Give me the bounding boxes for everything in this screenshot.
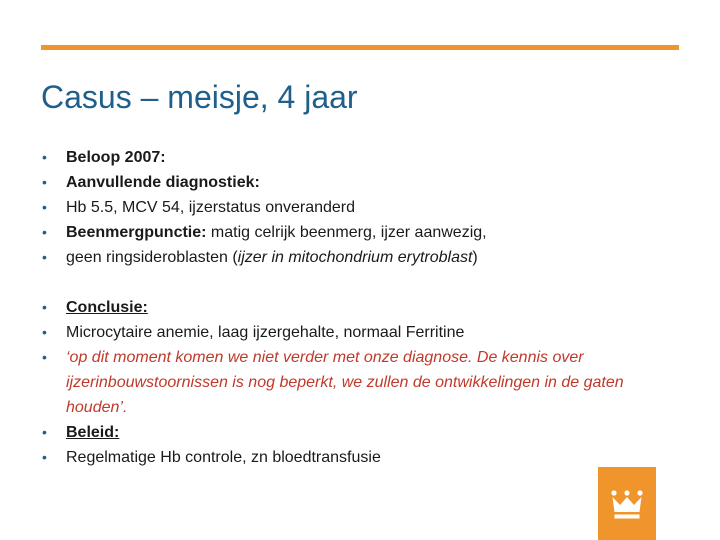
list-item	[42, 345, 682, 420]
item-label: Aanvullende diagnostiek:	[66, 174, 260, 191]
slide-title: Casus – meisje, 4 jaar	[41, 79, 358, 115]
item-label: Conclusie:	[66, 299, 148, 316]
item-text: )	[472, 249, 478, 266]
item-text: Regelmatige Hb controle, zn bloedtransfusie	[66, 449, 381, 466]
bullet-icon: •	[42, 174, 47, 190]
crown-icon	[611, 489, 643, 521]
bullet-icon: •	[42, 299, 47, 315]
list-item	[42, 320, 682, 345]
list-item	[42, 145, 682, 170]
bullet-icon: •	[42, 324, 47, 340]
item-italic-text: ijzer in mitochondrium erytroblast	[237, 249, 473, 266]
bullet-icon: •	[42, 199, 47, 215]
item-text: Microcytaire anemie, laag ijzergehalte, normaal Ferritine	[66, 324, 465, 341]
bullet-list-history	[42, 145, 682, 270]
logo-block	[598, 467, 656, 540]
item-text: geen ringsideroblasten (	[66, 249, 238, 266]
bullet-icon: •	[42, 149, 47, 165]
bullet-icon: •	[42, 224, 47, 240]
quote-text: ‘op dit moment komen we niet verder met onze diagnose. De kennis over ijzerinbouwstoornissen is nog beperkt, we zullen de ontwikkelingen in de gaten houden’.	[66, 349, 624, 416]
list-item	[42, 170, 682, 195]
list-item	[42, 445, 682, 470]
list-item	[42, 245, 682, 270]
item-label: Beloop 2007:	[66, 149, 166, 166]
bullet-list-conclusion	[42, 295, 682, 470]
top-accent-bar	[41, 45, 679, 50]
bullet-icon: •	[42, 349, 47, 365]
list-item	[42, 195, 682, 220]
list-item	[42, 295, 682, 320]
bullet-icon: •	[42, 424, 47, 440]
list-item	[42, 420, 682, 445]
bullet-icon: •	[42, 449, 47, 465]
list-item	[42, 220, 682, 245]
bullet-icon: •	[42, 249, 47, 265]
item-text: matig celrijk beenmerg, ijzer aanwezig,	[206, 224, 487, 241]
item-label: Beenmergpunctie:	[66, 224, 207, 241]
item-text: Hb 5.5, MCV 54, ijzerstatus onveranderd	[66, 199, 356, 216]
item-label: Beleid:	[66, 424, 120, 441]
